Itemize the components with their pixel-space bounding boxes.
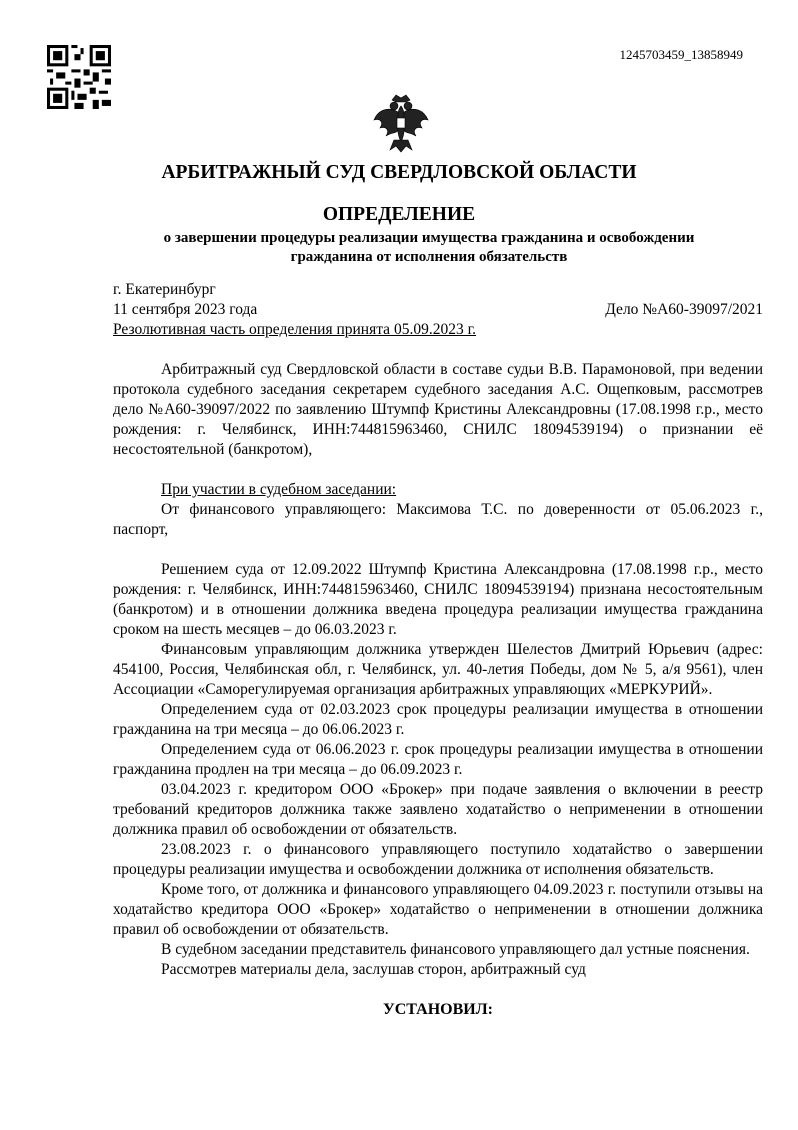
paragraph: В судебном заседании представитель финансового управляющего дал устные пояснения. (161, 941, 750, 958)
city: г. Екатеринбург (113, 281, 216, 298)
participation-heading: При участии в судебном заседании: (161, 481, 397, 498)
document-body (113, 360, 763, 1020)
coat-of-arms-icon (372, 92, 430, 154)
paragraph: Определением суда от 02.03.2023 срок процедуры реализации имущества в отношении гражданина на три месяца – до 06.06.2023 г. (113, 701, 763, 738)
intro-paragraph: Арбитражный суд Свердловской области в составе судьи В.В. Парамоновой, при ведении протокола судебного заседания секретарем судебного заседания А.С. Ощепковым, рассмотрев дело №А60-39097/2022 по заявлению Штумпф Кристины Александровны (17.08.1998 г.р., место рождения: г. Челябинск, ИНН:744815963460, СНИЛС 18094539194) о признании её несостоятельной (банкротом), (113, 361, 763, 458)
court-name: АРБИТРАЖНЫЙ СУД СВЕРДЛОВСКОЙ ОБЛАСТИ (161, 162, 637, 183)
participation-text: От финансового управляющего: Максимова Т.С. по доверенности от 05.06.2023 г., паспорт, (113, 501, 763, 538)
case-number: Дело №А60-39097/2021 (605, 301, 763, 318)
document-meta (113, 280, 763, 340)
paragraph: 23.08.2023 г. о финансового управляющего поступило ходатайство о завершении процедуры реализации имущества и освобождении должника от исполнения обязательств. (113, 841, 763, 878)
paragraph: Определением суда от 06.06.2023 г. срок процедуры реализации имущества в отношении гражданина продлен на три месяца – до 06.09.2023 г. (113, 741, 763, 778)
resolution-note: Резолютивная часть определения принята 05.09.2023 г. (113, 321, 477, 338)
document-subtitle: о завершении процедуры реализации имущества гражданина и освобождении гражданина от исполнения обязательств (163, 230, 695, 265)
paragraph: 03.04.2023 г. кредитором ООО «Брокер» при подаче заявления о включении в реестр требований кредиторов должника также заявлено ходатайство о неприменении в отношении должника правил об освобождении от обязательств. (113, 781, 763, 838)
paragraph: Решением суда от 12.09.2022 Штумпф Кристина Александровна (17.08.1998 г.р., место рождения: г. Челябинск, ИНН:744815963460, СНИЛС 18094539194) признана несостоятельным (банкротом) и в отношении должника введена процедура реализации имущества гражданина сроком на шесть месяцев – до 06.03.2023 г. (113, 561, 763, 638)
paragraph: Кроме того, от должника и финансового управляющего 04.09.2023 г. поступили отзывы на ходатайство кредитора ООО «Брокер» ходатайство о неприменении в отношении должника правил об освобождении от обязательств. (113, 881, 763, 938)
established-heading: УСТАНОВИЛ: (383, 1001, 493, 1018)
paragraph: Финансовым управляющим должника утвержден Шелестов Дмитрий Юрьевич (адрес: 454100, Россия, Челябинская обл, г. Челябинск, ул. 40-летия Победы, дом № 5, а/я 9561), член Ассоциации «Саморегулируемая организация арбитражных управляющих «МЕРКУРИЙ». (113, 641, 763, 698)
qr-code-icon (47, 45, 111, 109)
document-title: ОПРЕДЕЛЕНИЕ (322, 204, 476, 225)
document-id: 1245703459_13858949 (619, 47, 743, 62)
document-date: 11 сентября 2023 года (113, 301, 258, 318)
paragraph: Рассмотрев материалы дела, заслушав сторон, арбитражный суд (161, 961, 586, 978)
